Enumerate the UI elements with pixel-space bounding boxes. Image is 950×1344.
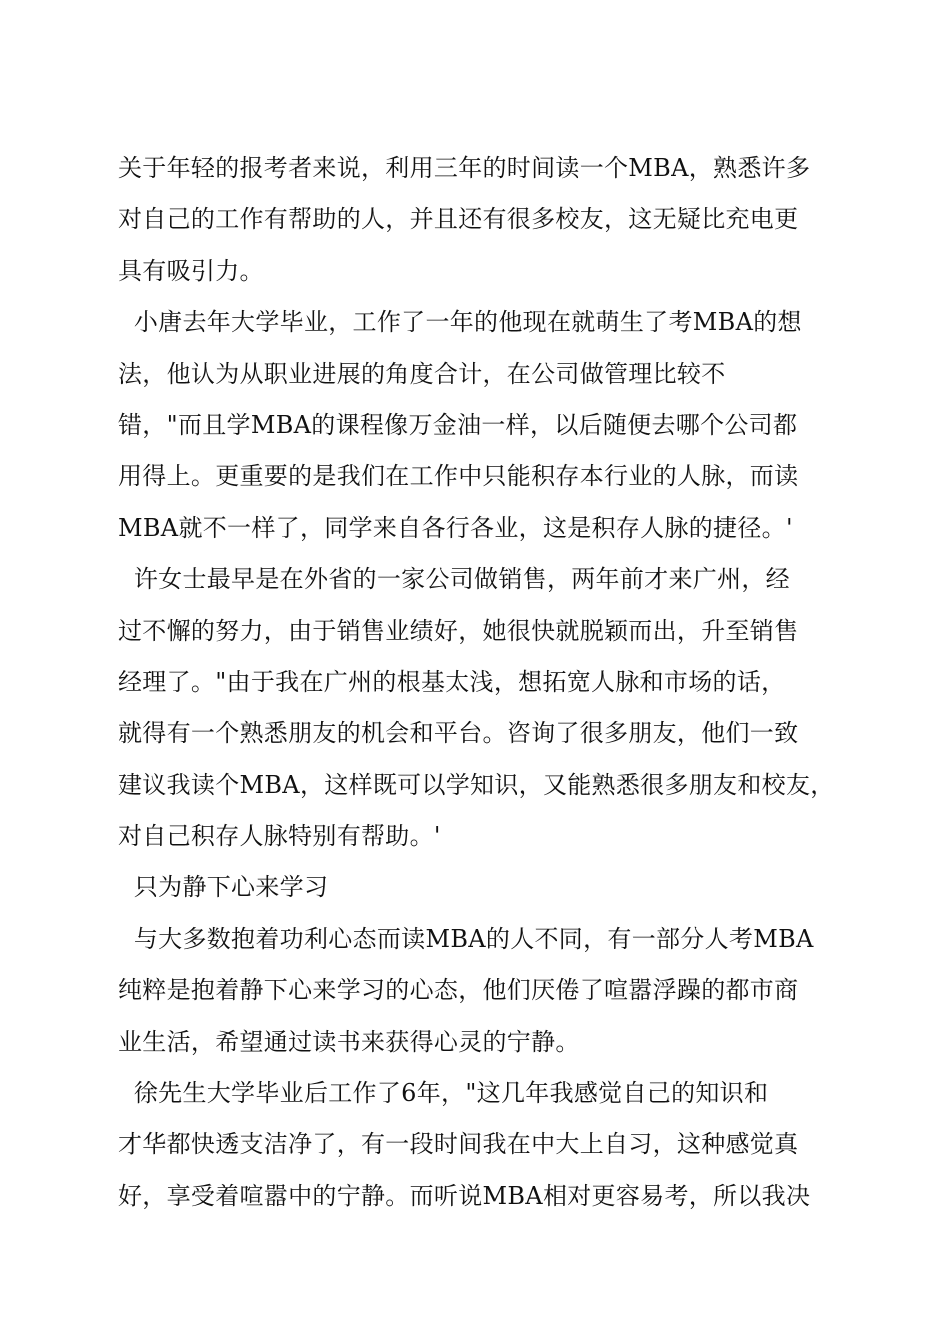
text-line: 徐先生大学毕业后工作了6年，"这几年我感觉自己的知识和 <box>118 1079 769 1108</box>
text-line: MBA就不一样了，同学来自各行各业，这是积存人脉的捷径。' <box>118 513 793 542</box>
text-line: 经理了。"由于我在广州的根基太浅，想拓宽人脉和市场的话， <box>118 667 786 696</box>
text-line: 法，他认为从职业进展的角度合计，在公司做管理比较不 <box>118 359 726 388</box>
text-line: 许女士最早是在外省的一家公司做销售，两年前才来广州，经 <box>118 565 790 594</box>
text-line: 就得有一个熟悉朋友的机会和平台。咨询了很多朋友，他们一致 <box>118 719 799 748</box>
text-line: 关于年轻的报考者来说，利用三年的时间读一个MBA，熟悉许多 <box>118 154 811 182</box>
document-body <box>118 148 838 1227</box>
text-line: 纯粹是抱着静下心来学习的心态，他们厌倦了喧嚣浮躁的都市商 <box>118 976 799 1005</box>
text-line: 用得上。更重要的是我们在工作中只能积存本行业的人脉，而读 <box>118 462 799 491</box>
text-line: 具有吸引力。 <box>118 256 264 285</box>
text-line: 对自己的工作有帮助的人，并且还有很多校友，这无疑比充电更 <box>118 205 799 234</box>
text-line: 好，享受着喧嚣中的宁静。而听说MBA相对更容易考，所以我决 <box>118 1181 811 1210</box>
text-line: 错，"而且学MBA的课程像万金油一样，以后随便去哪个公司都 <box>118 410 798 439</box>
text-line: 业生活，希望通过读书来获得心灵的宁静。 <box>118 1027 580 1056</box>
text-line: 对自己积存人脉特别有帮助。' <box>118 822 441 851</box>
section-heading: 只为静下心来学习 <box>118 873 329 902</box>
text-line: 小唐去年大学毕业，工作了一年的他现在就萌生了考MBA的想 <box>118 308 802 337</box>
text-line: 建议我读个MBA，这样既可以学知识，又能熟悉很多朋友和校友， <box>118 770 835 799</box>
text-line: 与大多数抱着功利心态而读MBA的人不同，有一部分人考MBA <box>118 924 814 953</box>
text-line: 才华都快透支洁净了，有一段时间我在中大上自习，这种感觉真 <box>118 1130 799 1159</box>
text-line: 过不懈的努力，由于销售业绩好，她很快就脱颖而出，升至销售 <box>118 616 799 645</box>
